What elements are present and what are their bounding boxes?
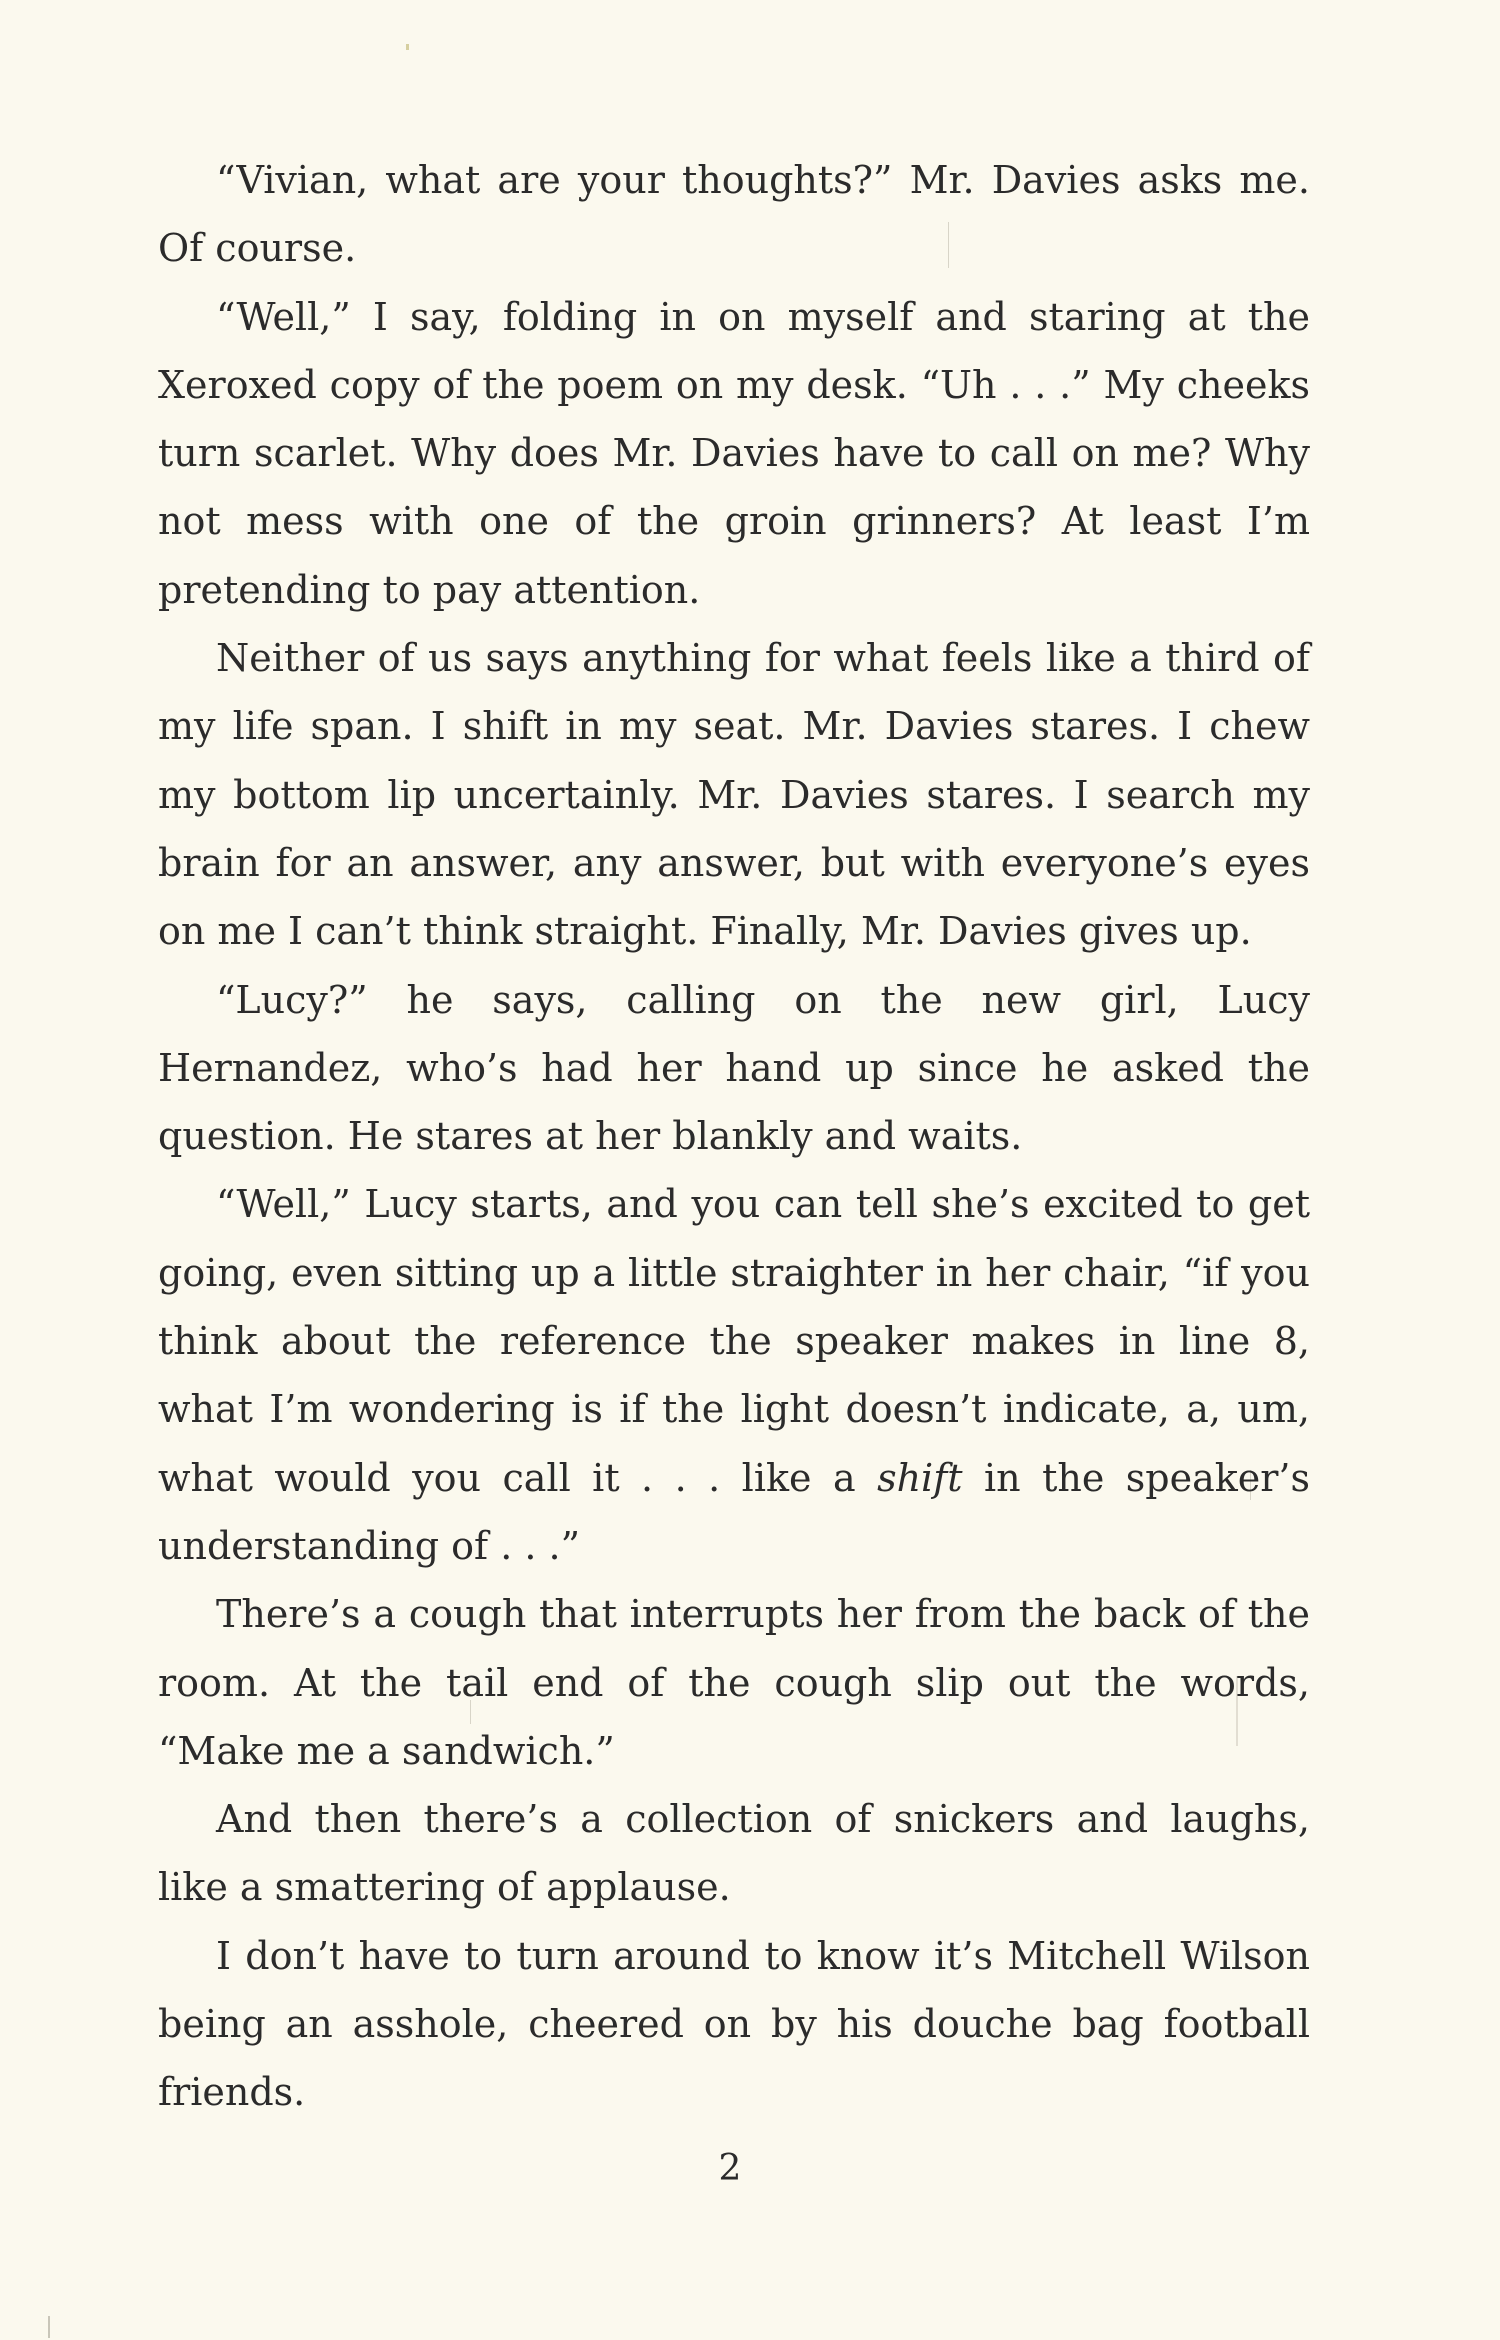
paragraph: “Vivian, what are your thoughts?” Mr. Davies asks me. Of course. — [158, 158, 1310, 271]
paragraph-text: “Well,” Lucy starts, and you can tell she’s excited to get going, even sitting up a little straighter in her chair, “if you think about the reference the speaker makes in line 8, what I’m wondering is if the light doesn’t indicate, a, um, what would you call it . . . like a — [158, 1182, 1310, 1500]
paragraph-text: in the speaker’s understanding of . . .” — [158, 1455, 1310, 1568]
paragraph: I don’t have to turn around to know it’s Mitchell Wilson being an asshole, cheered on by his douche bag football friends. — [158, 1933, 1310, 2115]
paragraph: “Lucy?” he says, calling on the new girl, Lucy Hernandez, who’s had her hand up since he asked the question. He stares at her blankly and waits. — [158, 977, 1310, 1159]
emphasized-word: shift — [877, 1455, 963, 1500]
paragraph: And then there’s a collection of snickers and laughs, like a smattering of applause. — [158, 1797, 1310, 1910]
paragraph: “Well,” I say, folding in on myself and staring at the Xeroxed copy of the poem on my desk. “Uh . . .” My cheeks turn scarlet. Why does Mr. Davies have to call on me? Why not mess with one of the groin grinners? At least I’m pretending to pay attention. — [158, 294, 1310, 612]
page-number: 2 — [718, 2148, 742, 2189]
paragraph: Neither of us says anything for what feels like a third of my life span. I shift in my seat. Mr. Davies stares. I chew my bottom lip uncertainly. Mr. Davies stares. I search my brain for an answer, any answer, but with everyone’s eyes on me I can’t think straight. Finally, Mr. Davies gives up. — [158, 636, 1310, 954]
body-text — [158, 146, 1310, 2127]
scan-speck — [406, 44, 409, 50]
paragraph: There’s a cough that interrupts her from the back of the room. At the tail end of the cough slip out the words, “Make me a sandwich.” — [158, 1592, 1310, 1773]
paragraph — [158, 1170, 1310, 1580]
scan-line — [48, 2316, 50, 2338]
